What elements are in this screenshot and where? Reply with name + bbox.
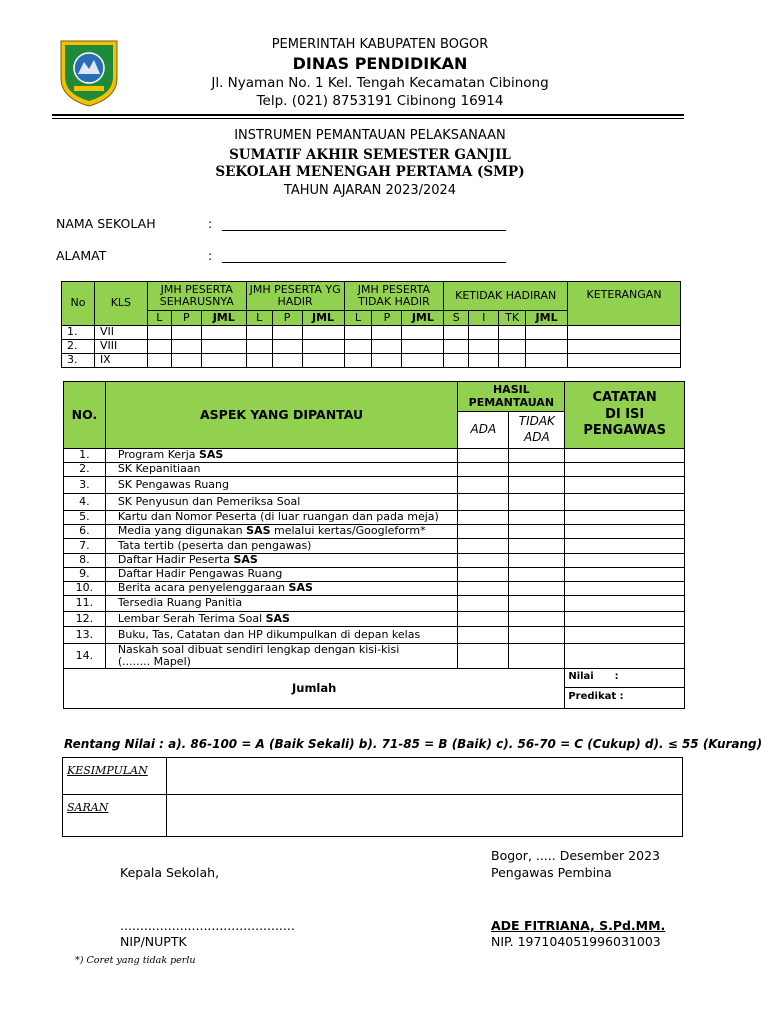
col-tidak-ada-header: TIDAK ADA	[509, 412, 565, 449]
table-row	[64, 644, 685, 669]
item-aspect-text: Tersedia Ruang Panitia	[117, 596, 243, 610]
item-aspect-text: Lembar Serah Terima Soal	[117, 611, 266, 625]
col-hadir-header: JMH PESERTA YG HADIR	[246, 282, 344, 311]
tidak-ada-cell[interactable]	[509, 554, 565, 568]
school-name-field[interactable]	[222, 230, 506, 231]
header-rule-thin	[52, 118, 684, 119]
principal-role: Kepala Sekolah,	[120, 865, 220, 880]
item-aspect-bold: SAS	[199, 448, 224, 462]
col-catatan-header: CATATAN DI ISI PENGAWAS	[565, 382, 685, 449]
tidak-ada-cell[interactable]	[509, 582, 565, 596]
tidak-ada-cell[interactable]	[509, 612, 565, 627]
tidak-ada-cell[interactable]	[509, 525, 565, 539]
item-aspect	[105, 612, 458, 627]
item-aspect-bold: SAS	[288, 581, 313, 595]
item-aspect-bold: SAS	[233, 553, 258, 567]
supervisor-name: ADE FITRIANA, S.Pd.MM.	[491, 918, 666, 933]
catatan-cell[interactable]	[565, 554, 685, 568]
kesimpulan-label: KESIMPULAN	[63, 758, 167, 795]
predikat-label: Predikat :	[568, 691, 624, 703]
item-aspect	[105, 554, 458, 568]
col-no-header: No	[62, 282, 95, 326]
item-aspect	[105, 511, 458, 525]
catatan-cell[interactable]	[565, 494, 685, 511]
office-phone: Telp. (021) 8753191 Cibinong 16914	[256, 93, 504, 109]
sub-p: P	[171, 311, 201, 326]
tidak-ada-cell[interactable]	[509, 511, 565, 525]
row-no: 2.	[62, 340, 95, 354]
monitoring-table	[63, 381, 685, 709]
catatan-cell[interactable]	[565, 449, 685, 463]
catatan-cell[interactable]	[565, 463, 685, 477]
kabupaten-bogor-logo	[58, 38, 120, 108]
supervisor-role: Pengawas Pembina	[491, 865, 612, 880]
item-aspect	[105, 627, 458, 644]
table-row	[64, 554, 685, 568]
table-row	[64, 627, 685, 644]
sub-jml: JML	[402, 311, 444, 326]
sub-tk: TK	[499, 311, 526, 326]
tidak-ada-cell[interactable]	[509, 644, 565, 669]
school-name-label: NAMA SEKOLAH	[56, 216, 156, 231]
table-row	[62, 354, 681, 368]
tidak-ada-cell[interactable]	[509, 449, 565, 463]
item-aspect	[105, 494, 458, 511]
sub-p: P	[272, 311, 302, 326]
document-title-line1: INSTRUMEN PEMANTAUAN PELAKSANAAN	[234, 128, 506, 143]
col-tidak-hadir-header: JMH PESERTA TIDAK HADIR	[344, 282, 444, 311]
item-no: 10.	[64, 582, 106, 596]
tidak-ada-cell[interactable]	[509, 477, 565, 494]
catatan-cell[interactable]	[565, 627, 685, 644]
col-ketidakhadiran-header: KETIDAK HADIRAN	[444, 282, 568, 311]
ada-cell[interactable]	[458, 477, 509, 494]
col-kls-header: KLS	[94, 282, 147, 326]
col-no-header: NO.	[64, 382, 106, 449]
item-aspect-text: Daftar Hadir Pengawas Ruang	[117, 567, 283, 581]
item-aspect-text: SK Kepanitiaan	[117, 462, 201, 476]
item-aspect-text: SK Pengawas Ruang	[117, 477, 230, 491]
government-name: PEMERINTAH KABUPATEN BOGOR	[271, 37, 489, 52]
ada-cell[interactable]	[458, 644, 509, 669]
ada-cell[interactable]	[458, 596, 509, 612]
row-kls: IX	[94, 354, 147, 368]
total-label: Jumlah	[64, 669, 565, 709]
item-aspect-bold: SAS	[246, 524, 271, 538]
item-aspect	[105, 525, 458, 539]
tidak-ada-cell[interactable]	[509, 627, 565, 644]
item-no: 11.	[64, 596, 106, 612]
table-row	[64, 463, 685, 477]
table-row	[64, 477, 685, 494]
table-row	[64, 449, 685, 463]
item-aspect	[105, 477, 458, 494]
header-rule-thick	[52, 114, 684, 116]
sub-jml: JML	[526, 311, 568, 326]
address-field[interactable]	[222, 262, 506, 263]
conclusion-table	[62, 757, 683, 837]
item-no: 12.	[64, 612, 106, 627]
catatan-cell[interactable]	[565, 612, 685, 627]
supervisor-nip: NIP. 197104051996031003	[491, 934, 661, 949]
place-date: Bogor, ..... Desember 2023	[491, 848, 660, 863]
item-no: 14.	[64, 644, 106, 669]
item-aspect-text: SK Penyusun dan Pemeriksa Soal	[117, 494, 301, 508]
tidak-ada-cell[interactable]	[509, 494, 565, 511]
item-aspect-text: Kartu dan Nomor Peserta (di luar ruangan dan pada meja)	[117, 510, 439, 524]
table-row	[64, 511, 685, 525]
principal-signature-line: ............................................	[120, 918, 295, 933]
address-label: ALAMAT	[56, 248, 107, 263]
tidak-ada-cell[interactable]	[509, 596, 565, 612]
item-no: 5.	[64, 511, 106, 525]
score-cell	[565, 669, 685, 709]
item-no: 9.	[64, 568, 106, 582]
department-name: DINAS PENDIDIKAN	[292, 54, 468, 73]
row-no: 3.	[62, 354, 95, 368]
catatan-cell[interactable]	[565, 539, 685, 554]
item-aspect-text-post: melalui kertas/Googleform*	[270, 524, 426, 538]
table-row	[64, 494, 685, 511]
table-row	[62, 326, 681, 340]
item-aspect-text: Tata tertib (peserta dan pengawas)	[117, 538, 312, 552]
catatan-cell[interactable]	[565, 477, 685, 494]
saran-label: SARAN	[63, 795, 167, 837]
row-kls: VII	[94, 326, 147, 340]
tidak-ada-cell[interactable]	[509, 463, 565, 477]
item-aspect-text: Daftar Hadir Peserta	[117, 553, 234, 567]
catatan-cell[interactable]	[565, 644, 685, 669]
ada-cell[interactable]	[458, 511, 509, 525]
row-no: 1.	[62, 326, 95, 340]
ada-cell[interactable]	[458, 627, 509, 644]
catatan-cell[interactable]	[565, 511, 685, 525]
address-colon: :	[208, 248, 213, 263]
footnote: *) Coret yang tidak perlu	[75, 955, 196, 966]
score-range-legend: Rentang Nilai : a). 86-100 = A (Baik Sekali) b). 71-85 = B (Baik) c). 56-70 = C (Cukup) d). ≤ 55 (Kurang)	[64, 737, 763, 751]
item-aspect-text: Naskah soal dibuat sendiri lengkap dengan kisi-kisi (........ Mapel)	[117, 643, 403, 669]
table-row	[64, 568, 685, 582]
catatan-cell[interactable]	[565, 582, 685, 596]
item-aspect-text: Program Kerja	[117, 448, 199, 462]
sub-l: L	[246, 311, 272, 326]
tidak-ada-cell[interactable]	[509, 568, 565, 582]
row-kls: VIII	[94, 340, 147, 354]
table-row	[64, 596, 685, 612]
ada-cell[interactable]	[458, 463, 509, 477]
table-row	[62, 340, 681, 354]
table-row	[64, 539, 685, 554]
sub-jml: JML	[201, 311, 246, 326]
item-aspect	[105, 539, 458, 554]
item-no: 6.	[64, 525, 106, 539]
catatan-cell[interactable]	[565, 525, 685, 539]
catatan-cell[interactable]	[565, 596, 685, 612]
item-no: 1.	[64, 449, 106, 463]
ada-cell[interactable]	[458, 449, 509, 463]
table-row	[64, 582, 685, 596]
item-no: 13.	[64, 627, 106, 644]
item-no: 8.	[64, 554, 106, 568]
item-aspect-text: Media yang digunakan	[117, 524, 247, 538]
item-aspect	[105, 463, 458, 477]
item-aspect-text: Buku, Tas, Catatan dan HP dikumpulkan di depan kelas	[117, 627, 421, 641]
col-aspek-header: ASPEK YANG DIPANTAU	[105, 382, 458, 449]
ada-cell[interactable]	[458, 525, 509, 539]
col-keterangan-header: KETERANGAN	[568, 282, 681, 326]
ada-cell[interactable]	[458, 568, 509, 582]
col-hasil-header: HASIL PEMANTAUAN	[458, 382, 565, 412]
tidak-ada-cell[interactable]	[509, 539, 565, 554]
item-no: 4.	[64, 494, 106, 511]
document-title-line2: SUMATIF AKHIR SEMESTER GANJIL	[229, 147, 511, 163]
principal-nip: NIP/NUPTK	[120, 934, 187, 949]
sub-jml: JML	[302, 311, 344, 326]
attendance-table	[61, 281, 681, 368]
sub-s: S	[444, 311, 469, 326]
office-address: Jl. Nyaman No. 1 Kel. Tengah Kecamatan Cibinong	[211, 75, 549, 91]
sub-p: P	[372, 311, 402, 326]
item-aspect-text: Berita acara penyelenggaraan	[117, 581, 289, 595]
col-seharusnya-header: JMH PESERTA SEHARUSNYA	[147, 282, 246, 311]
col-ada-header: ADA	[458, 412, 509, 449]
item-aspect	[105, 644, 458, 669]
ada-cell[interactable]	[458, 582, 509, 596]
kesimpulan-field[interactable]	[166, 758, 682, 795]
ada-cell[interactable]	[458, 612, 509, 627]
ada-cell[interactable]	[458, 539, 509, 554]
item-aspect	[105, 449, 458, 463]
document-title-line4: TAHUN AJARAN 2023/2024	[283, 183, 457, 198]
sub-l: L	[147, 311, 171, 326]
sub-l: L	[344, 311, 372, 326]
table-row	[64, 612, 685, 627]
ada-cell[interactable]	[458, 494, 509, 511]
item-aspect	[105, 596, 458, 612]
item-no: 7.	[64, 539, 106, 554]
nilai-label: Nilai :	[565, 669, 684, 688]
item-aspect	[105, 582, 458, 596]
item-aspect-bold: SAS	[265, 611, 290, 625]
item-no: 3.	[64, 477, 106, 494]
saran-field[interactable]	[166, 795, 682, 837]
item-no: 2.	[64, 463, 106, 477]
ada-cell[interactable]	[458, 554, 509, 568]
document-title-line3: SEKOLAH MENENGAH PERTAMA (SMP)	[215, 164, 525, 180]
item-aspect	[105, 568, 458, 582]
sub-i: I	[469, 311, 499, 326]
catatan-cell[interactable]	[565, 568, 685, 582]
school-name-colon: :	[208, 216, 213, 231]
table-row	[64, 525, 685, 539]
